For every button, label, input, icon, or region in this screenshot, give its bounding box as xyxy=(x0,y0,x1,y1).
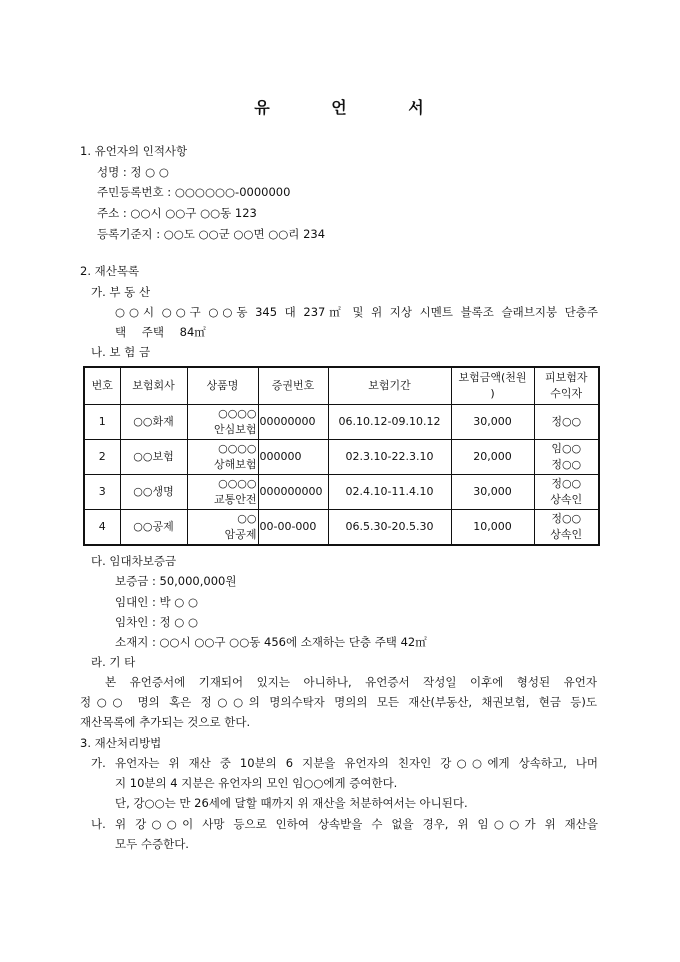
row-amount: 10,000 xyxy=(451,510,534,546)
other-label: 라. 기 타 xyxy=(91,655,136,669)
row-product xyxy=(187,510,258,546)
row-product xyxy=(187,440,258,475)
row-beneficiary-line1: 정○○ xyxy=(551,415,582,428)
row-cert: 000000 xyxy=(258,440,328,475)
col-period: 보험기간 xyxy=(328,367,451,405)
row-period: 02.3.10-22.3.10 xyxy=(328,440,451,475)
col-amount-line1: 보험금액(천원 xyxy=(458,371,527,384)
testator-registry: 등록기준지 : ○○도 ○○군 ○○면 ○○리 234 xyxy=(97,227,326,241)
row-product-line2: 상해보험 xyxy=(213,458,257,471)
col-no: 번호 xyxy=(84,367,120,405)
row-cert: 00-00-000 xyxy=(258,510,328,546)
row-product-line2: 안심보험 xyxy=(213,423,257,436)
row-beneficiary-line2: 상속인 xyxy=(550,493,583,506)
testator-name: 성명 : 정 ○ ○ xyxy=(97,165,169,179)
document-title: 유 언 서 xyxy=(254,98,426,117)
other-line2: 정○○ 명의 혹은 정○○의 명의수탁자 명의의 모든 재산(부동산, 채권보험, 현금 등)도 xyxy=(80,695,597,709)
col-company: 보험회사 xyxy=(120,367,187,405)
row-company: ○○생명 xyxy=(120,475,187,510)
row-product-line1: ○○○○ xyxy=(218,442,257,455)
row-product xyxy=(187,405,258,440)
section2-heading: 2. 재산목록 xyxy=(80,264,140,278)
row-period: 02.4.10-11.4.10 xyxy=(328,475,451,510)
other-line3: 재산목록에 추가되는 것으로 한다. xyxy=(80,715,251,729)
disposition-a-label: 가. xyxy=(91,756,106,770)
col-beneficiary xyxy=(534,367,599,405)
row-company: ○○보험 xyxy=(120,440,187,475)
insurance-table-header xyxy=(84,367,599,405)
row-company: ○○공제 xyxy=(120,510,187,546)
table-row xyxy=(84,440,599,475)
section3-heading: 3. 재산처리방법 xyxy=(80,736,162,750)
row-no: 1 xyxy=(84,405,120,440)
row-beneficiary xyxy=(534,475,599,510)
row-product-line1: ○○○○ xyxy=(218,477,257,490)
table-row xyxy=(84,405,599,440)
row-product-line1: ○○○○ xyxy=(218,407,257,420)
row-amount: 20,000 xyxy=(451,440,534,475)
row-beneficiary xyxy=(534,510,599,546)
disposition-a-line2: 지 10분의 4 지분은 유언자의 모인 임○○에게 증여한다. xyxy=(115,776,398,790)
row-no: 4 xyxy=(84,510,120,546)
col-beneficiary-line2: 수익자 xyxy=(550,387,583,400)
row-amount: 30,000 xyxy=(451,405,534,440)
row-period: 06.5.30-20.5.30 xyxy=(328,510,451,546)
row-cert: 000000000 xyxy=(258,475,328,510)
col-beneficiary-line1: 피보험자 xyxy=(544,371,588,384)
section1-heading: 1. 유언자의 인적사항 xyxy=(80,144,188,158)
row-no: 3 xyxy=(84,475,120,510)
row-beneficiary xyxy=(534,405,599,440)
realestate-line2: 택 주택 84㎡ xyxy=(115,325,206,339)
row-amount: 30,000 xyxy=(451,475,534,510)
deposit-label: 다. 임대차보증금 xyxy=(91,554,177,568)
deposit-amount: 보증금 : 50,000,000원 xyxy=(115,574,237,588)
row-no: 2 xyxy=(84,440,120,475)
row-beneficiary-line2: 정○○ xyxy=(551,458,582,471)
table-row xyxy=(84,510,599,546)
row-beneficiary-line1: 임○○ xyxy=(551,442,582,455)
row-company: ○○화재 xyxy=(120,405,187,440)
row-beneficiary-line1: 정○○ xyxy=(551,512,582,525)
realestate-line1: ○○시 ○○구 ○○동 345 대 237㎡ 및 위 지상 시멘트 블록조 슬래브지붕 단층주 xyxy=(115,305,598,319)
testator-address: 주소 : ○○시 ○○구 ○○동 123 xyxy=(97,206,257,220)
disposition-b-line2: 모두 수증한다. xyxy=(115,837,189,851)
deposit-lessee: 임차인 : 정 ○ ○ xyxy=(115,615,199,629)
row-period: 06.10.12-09.10.12 xyxy=(328,405,451,440)
deposit-location: 소재지 : ○○시 ○○구 ○○동 456에 소재하는 단층 주택 42㎡ xyxy=(115,635,427,649)
row-product-line2: 암공제 xyxy=(224,528,257,541)
disposition-a-line1: 유언자는 위 재산 중 10분의 6 지분을 유언자의 친자인 강○○에게 상속하고, 나머 xyxy=(115,756,598,770)
row-product-line1: ○○ xyxy=(237,512,257,525)
row-cert: 00000000 xyxy=(258,405,328,440)
col-cert: 증권번호 xyxy=(258,367,328,405)
col-amount xyxy=(451,367,534,405)
col-product: 상품명 xyxy=(187,367,258,405)
deposit-lessor: 임대인 : 박 ○ ○ xyxy=(115,595,199,609)
testator-rrn: 주민등록번호 : ○○○○○○-0000000 xyxy=(97,185,291,199)
row-beneficiary xyxy=(534,440,599,475)
insurance-table xyxy=(83,366,600,546)
realestate-label: 가. 부 동 산 xyxy=(91,285,151,299)
table-row xyxy=(84,475,599,510)
other-line1: 본 유언증서에 기재되어 있지는 아니하나, 유언증서 작성일 이후에 형성된 유언자 xyxy=(105,675,597,689)
row-beneficiary-line1: 정○○ xyxy=(551,477,582,490)
col-amount-line2: ) xyxy=(490,387,495,400)
row-product xyxy=(187,475,258,510)
disposition-b-label: 나. xyxy=(91,817,106,831)
disposition-a-line3: 단, 강○○는 만 26세에 달할 때까지 위 재산을 처분하여서는 아니된다. xyxy=(115,796,468,810)
insurance-label: 나. 보 험 금 xyxy=(91,345,151,359)
disposition-b-line1: 위 강○○이 사망 등으로 인하여 상속받을 수 없을 경우, 위 임○○가 위 재산을 xyxy=(115,817,598,831)
row-product-line2: 교통안전 xyxy=(213,493,257,506)
row-beneficiary-line2: 상속인 xyxy=(550,528,583,541)
